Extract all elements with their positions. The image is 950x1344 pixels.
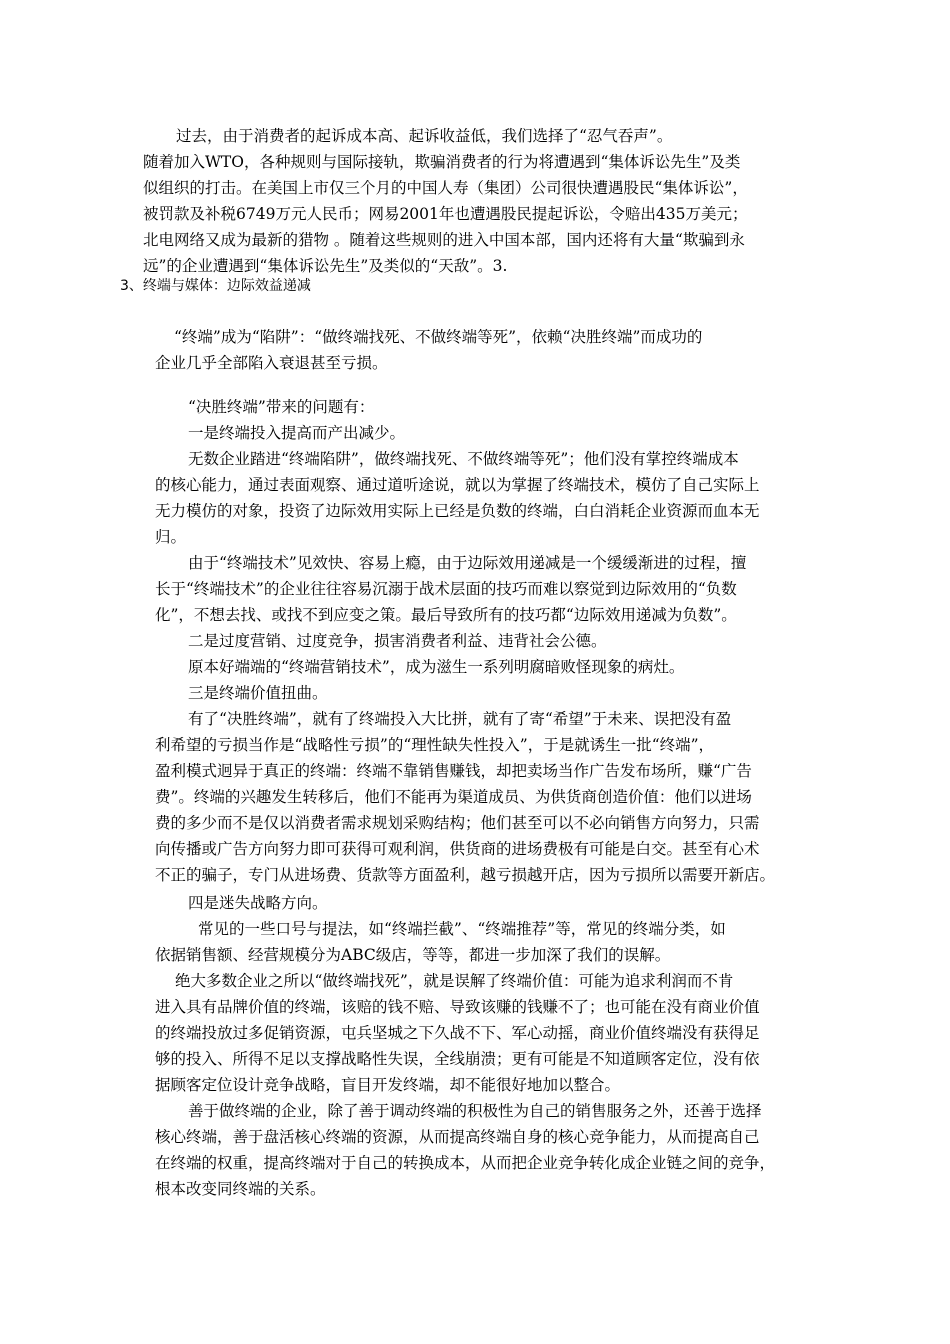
text-line: 二是过度营销、过度竞争，损害消费者利益、违背社会公德。	[188, 632, 607, 650]
text-line: 依据销售额、经营规模分为ABC级店，等等，都进一步加深了我们的误解。	[155, 946, 671, 964]
text-line: 费的多少而不是仅以消费者需求规划采购结构；他们甚至可以不必向销售方向努力，只需	[155, 814, 760, 832]
text-line: 不正的骗子，专门从进场费、货款等方面盈利，越亏损越开店，因为亏损所以需要开新店。	[155, 866, 776, 884]
text-line: 的核心能力，通过表面观察、通过道听途说，就以为掌握了终端技术，模仿了自己实际上	[155, 476, 760, 494]
text-line: 据顾客定位设计竞争战略，盲目开发终端，却不能很好地加以整合。	[155, 1076, 621, 1094]
text-line: “终端”成为“陷阱”：“做终端找死、不做终端等死”，依赖“决胜终端”而成功的	[174, 328, 703, 346]
text-line: 在终端的权重，提高终端对于自己的转换成本，从而把企业竞争转化成企业链之间的竞争，	[155, 1154, 776, 1172]
text-line: 善于做终端的企业，除了善于调动终端的积极性为自己的销售服务之外，还善于选择	[188, 1102, 762, 1120]
paragraph-class-action	[143, 123, 748, 279]
text-line: 无数企业踏进“终端陷阱”，做终端找死、不做终端等死”；他们没有掌控终端成本	[188, 450, 739, 468]
text-line: 常见的一些口号与提法，如“终端拦截”、“终端推荐”等，常见的终端分类，如	[198, 920, 726, 938]
text-line: 进入具有品牌价值的终端，该赔的钱不赔、导致该赚的钱赚不了；也可能在没有商业价值	[155, 998, 760, 1016]
text-line: 过去，由于消费者的起诉成本高、起诉收益低，我们选择了“忍气吞声”。	[176, 127, 673, 145]
text-line: 够的投入、所得不足以支撑战略性失误，全线崩溃；更有可能是不知道顾客定位，没有依	[155, 1050, 760, 1068]
text-line: 核心终端，善于盘活核心终端的资源，从而提高终端自身的核心竞争能力，从而提高自己	[155, 1128, 760, 1146]
paragraph-strategy	[155, 890, 775, 1202]
text-line: 被罚款及补税6749万元人民币；网易2001年也遭遇股民提起诉讼，令赔出435万美元；	[143, 205, 748, 223]
text-line: 三是终端价值扭曲。	[188, 684, 328, 702]
text-line: 的终端投放过多促销资源，屯兵坚城之下久战不下、军心动摇，商业价值终端没有获得足	[155, 1024, 760, 1042]
text-line: 似组织的打击。在美国上市仅三个月的中国人寿（集团）公司很快遭遇股民“集体诉讼”，	[143, 179, 748, 197]
text-line: “决胜终端”带来的问题有：	[188, 398, 375, 416]
text-line: 归。	[155, 528, 187, 546]
text-line: 无力模仿的对象，投资了边际效用实际上已经是负数的终端，白白消耗企业资源而血本无	[155, 502, 760, 520]
text-line: 根本改变同终端的关系。	[155, 1180, 326, 1198]
text-line: 利希望的亏损当作是“战略性亏损”的“理性缺失性投入”，于是就诱生一批“终端”，	[155, 736, 715, 754]
text-line: 一是终端投入提高而产出减少。	[188, 424, 406, 442]
text-line: 随着加入WTO，各种规则与国际接轨，欺骗消费者的行为将遭遇到“集体诉讼先生”及类	[143, 153, 741, 171]
text-line: 由于“终端技术”见效快、容易上瘾，由于边际效用递减是一个缓缓渐进的过程，擅	[188, 554, 747, 572]
text-line: 盈利模式迥异于真正的终端：终端不靠销售赚钱，却把卖场当作广告发布场所，赚“广告	[155, 762, 752, 780]
text-line: 绝大多数企业之所以“做终端找死”，就是误解了终端价值：可能为追求利润而不肯	[175, 972, 734, 990]
text-line: 向传播或广告方向努力即可获得可观利润，供货商的进场费极有可能是白交。甚至有心术	[155, 840, 760, 858]
section-heading: 3、终端与媒体：边际效益递减	[120, 278, 311, 294]
text-line: 长于“终端技术”的企业往往容易沉溺于战术层面的技巧而难以察觉到边际效用的“负数	[155, 580, 737, 598]
text-line: 有了“决胜终端”，就有了终端投入大比拼，就有了寄“希望”于未来、误把没有盈	[188, 710, 732, 728]
paragraph-terminal-trap	[155, 324, 702, 376]
paragraph-terminal-problems	[155, 394, 775, 888]
text-line: 远”的企业遭遇到“集体诉讼先生”及类似的“天敌”。3.	[143, 257, 508, 275]
text-line: 企业几乎全部陷入衰退甚至亏损。	[155, 354, 388, 372]
text-line: 原本好端端的“终端营销技术”，成为滋生一系列明腐暗败怪现象的病灶。	[188, 658, 685, 676]
text-line: 四是迷失战略方向。	[188, 894, 328, 912]
text-line: 北电网络又成为最新的猎物 。随着这些规则的进入中国本部，国内还将有大量“欺骗到永	[143, 231, 745, 249]
text-line: 化”，不想去找、或找不到应变之策。最后导致所有的技巧都“边际效用递减为负数”。	[155, 606, 737, 624]
text-line: 费”。终端的兴趣发生转移后，他们不能再为渠道成员、为供货商创造价值：他们以进场	[155, 788, 752, 806]
